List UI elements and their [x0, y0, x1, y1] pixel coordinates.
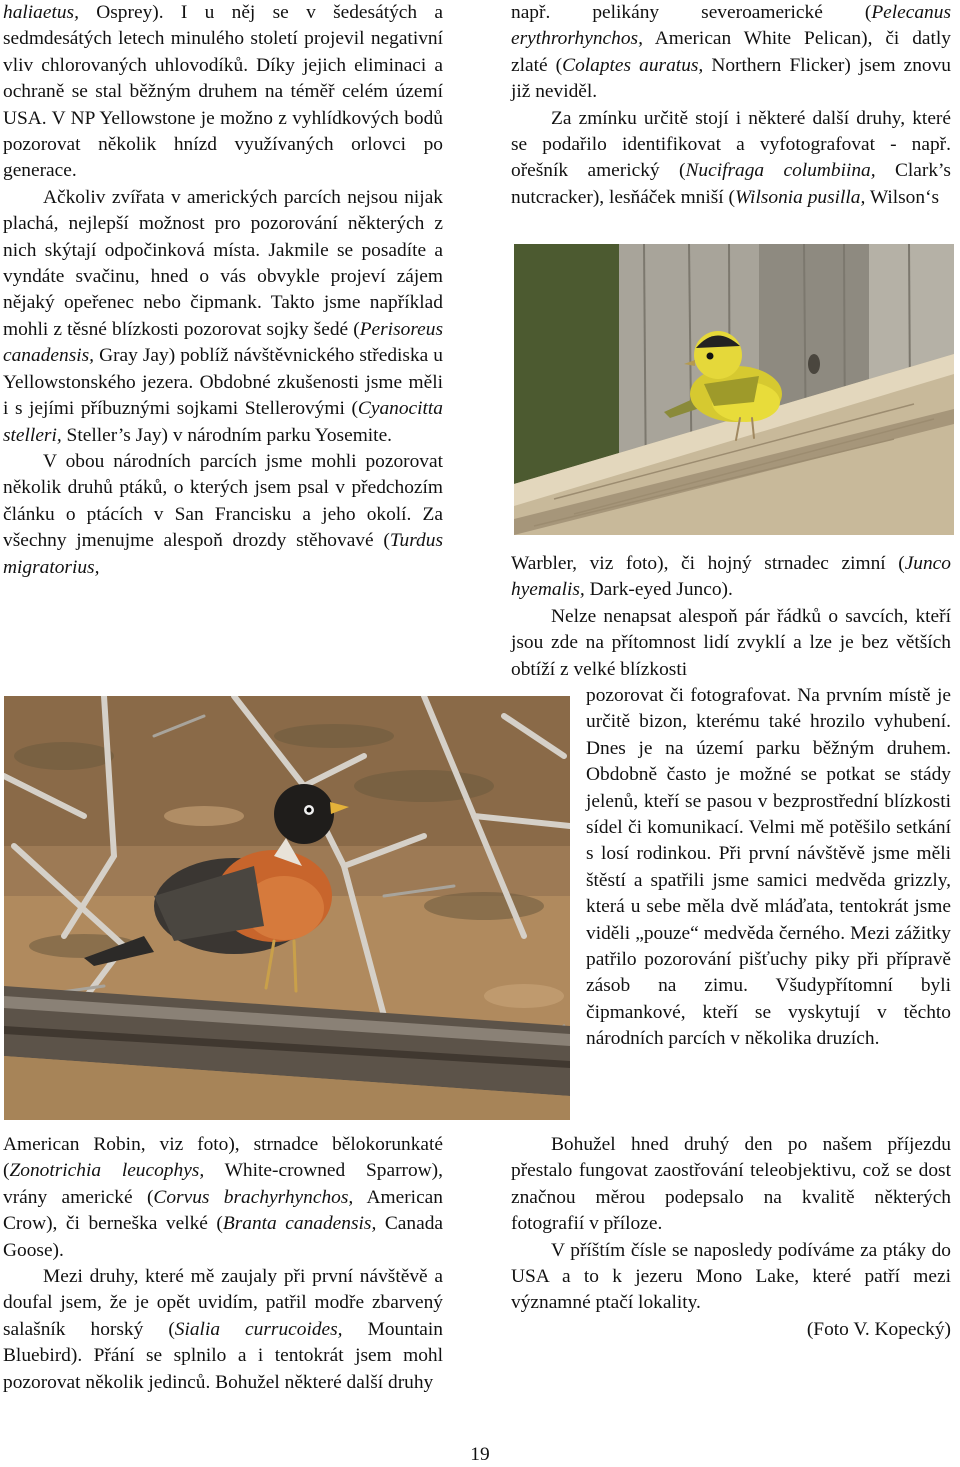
paragraph-osprey: [3, 0, 443, 185]
text-run: Dark-eyed Junco).: [584, 579, 733, 601]
text-run: Clark’s nutcracker), lesňáček mniší (: [511, 160, 951, 208]
text-run: Mezi druhy, které mě zaujaly při první návštěvě a doufal jsem, že je opět uvidím, patřil modře zbarvený salašník horský (: [3, 1266, 443, 1340]
paragraph-species-intro: [3, 449, 443, 581]
latin-name: haliaetus,: [3, 2, 79, 23]
photo-credit: (Foto V. Kopecký): [806, 1318, 951, 1340]
paragraph-warbler-continuation: [511, 551, 951, 604]
right-column-top: [511, 0, 951, 211]
text-run: Canada Goose).: [3, 1213, 443, 1261]
text-run: Gray Jay) poblíž návštěvnického střediska u Yellowstonského jezera. Obdobné zkušenosti jsme měli i s jejími příbuznými sojkami Stellerovými (: [3, 345, 443, 420]
paragraph-mammals-intro: Nelze nenapsat alespoň pár řádků o savcích, kteří jsou zde na přítomnost lidí zvyklí a lze je bez větších obtíží z velké blízkosti: [511, 605, 951, 680]
latin-name: Perisoreus canadensis,: [3, 318, 443, 367]
latin-name: Wilsonia pusilla,: [734, 186, 866, 208]
paragraph-next-issue: V příštím čísle se naposledy podíváme za ptáky do USA a to k jezeru Mono Lake, které patří mezi významné ptačí lokality.: [511, 1239, 951, 1314]
left-column-top: [3, 0, 443, 581]
paragraph-lens-failure: Bohužel hned druhý den po našem příjezdu přestalo fungovat zaostřování teleobjektivu, což se dost značnou měrou podepsalo na kvalitě některých fotografií v příloze.: [511, 1134, 951, 1235]
text-run: American Crow), či berneška velké (: [3, 1186, 443, 1235]
robin-illustration: [4, 696, 570, 1120]
right-column-middle: [511, 551, 951, 683]
latin-name: Corvus brachyrhynchos,: [153, 1186, 354, 1208]
latin-name: Branta canadensis,: [222, 1213, 377, 1235]
latin-name: Sialia currucoides,: [174, 1318, 343, 1340]
paragraph-bluebird: [3, 1264, 443, 1396]
page-number: 19: [470, 1444, 490, 1465]
paragraph-pelicans: [511, 0, 951, 106]
latin-name: Nucifraga columbiina,: [685, 160, 876, 182]
warbler-photo: [514, 244, 954, 535]
latin-name: Cyanocitta stelleri,: [3, 398, 443, 446]
right-column-bottom: [511, 1132, 951, 1343]
text-run: Ačkoliv zvířata v amerických parcích nejsou nijak plachá, nejlepší možnost pro pozorování některých z nich skýtají odpočinková místa. Jakmile se posadíte a vyndáte svačinu, hned o vás obvykle projeví zájem nějaký opeřenec nebo čipmank. Takto jsme například mohli z těsné blízkosti pozorovat sojky šedé (: [3, 186, 443, 340]
latin-name: Zonotrichia leucophys,: [9, 1160, 205, 1182]
paragraph-mammals: pozorovat či fotografovat. Na prvním místě je určitě bizon, kterému také hrozilo vyhubení. Dnes je na území parku běžným druhem. Obdobně často je možné se potkat se stády jelenů, kteří se pasou v bezprostřední blízkosti sídel či komunikací. Velmi mě potěšilo setkání s losí rodinkou. Při první návštěvě jsme měli štěstí a spatřili jsme samici medvěda grizzly, která u sebe měla dvě mláďata, tentokrát jsme viděli „pouze“ medvěda černého. Mezi zážitky patřilo pozorování pišťuchy piky při přípravě zásob na zimu. Všudypřítomní byli čipmankové, kteří se vyskytují v těchto národních parcích v několika druzích.: [586, 685, 951, 1050]
robin-photo: [4, 696, 570, 1120]
latin-name: Junco hyemalis,: [511, 553, 951, 601]
text-run: V obou národních parcích jsme mohli pozorovat několik druhů ptáků, o kterých jsem psal v předchozím článku o ptácích v San Francisku a jeho okolí. Za všechny jmenujme alespoň drozdy stěhovavé (: [3, 450, 443, 552]
warbler-illustration: [514, 244, 954, 535]
left-column-bottom: [3, 1132, 443, 1396]
latin-name: Turdus migratorius,: [3, 530, 443, 578]
text-run: Mountain Bluebird). Přání se splnilo a i tentokrát jsem mohl pozorovat několik jedinců. Bohužel některé další druhy: [3, 1318, 443, 1393]
text-run: White-crowned Sparrow), vrány americké (: [3, 1160, 443, 1208]
paragraph-rest-areas: [3, 185, 443, 449]
right-column-wrapped: [586, 683, 951, 1053]
latin-name: Colaptes auratus,: [562, 54, 704, 76]
text-run: American Robin, viz foto), strnadce bělokorunkaté (: [3, 1134, 443, 1182]
text-run: např. pelikány severoamerické (: [511, 2, 872, 23]
text-run: Northern Flicker) jsem znovu již neviděl.: [511, 54, 951, 103]
latin-name: Pelecanus erythrorhynchos,: [511, 2, 951, 50]
paragraph-robin-continuation: [3, 1132, 443, 1264]
text-run: American White Pelican), či datly zlaté (: [511, 28, 951, 76]
text-run: Warbler, viz foto), či hojný strnadec zimní (: [511, 553, 905, 574]
text-run: Wilson‘s: [865, 186, 940, 208]
text-run: Steller’s Jay) v národním parku Yosemite.: [61, 424, 393, 446]
paragraph-other-species: [511, 106, 951, 212]
text-run: Za zmínku určitě stojí i některé další druhy, které se podařilo identifikovat a vyfotografovat - např. ořešník americký (: [511, 107, 951, 182]
text-run: Osprey). I u něj se v šedesátých a sedmdesátých letech minulého století projevil negativní vliv chlorovaných uhlovodíků. Díky jejich eliminaci a ochraně se stal běžným druhem na téměř celém území USA. V NP Yellowstone je možno z vyhlídkových bodů pozorovat několik hnízd využívaných orlovci po generace.: [3, 2, 443, 182]
